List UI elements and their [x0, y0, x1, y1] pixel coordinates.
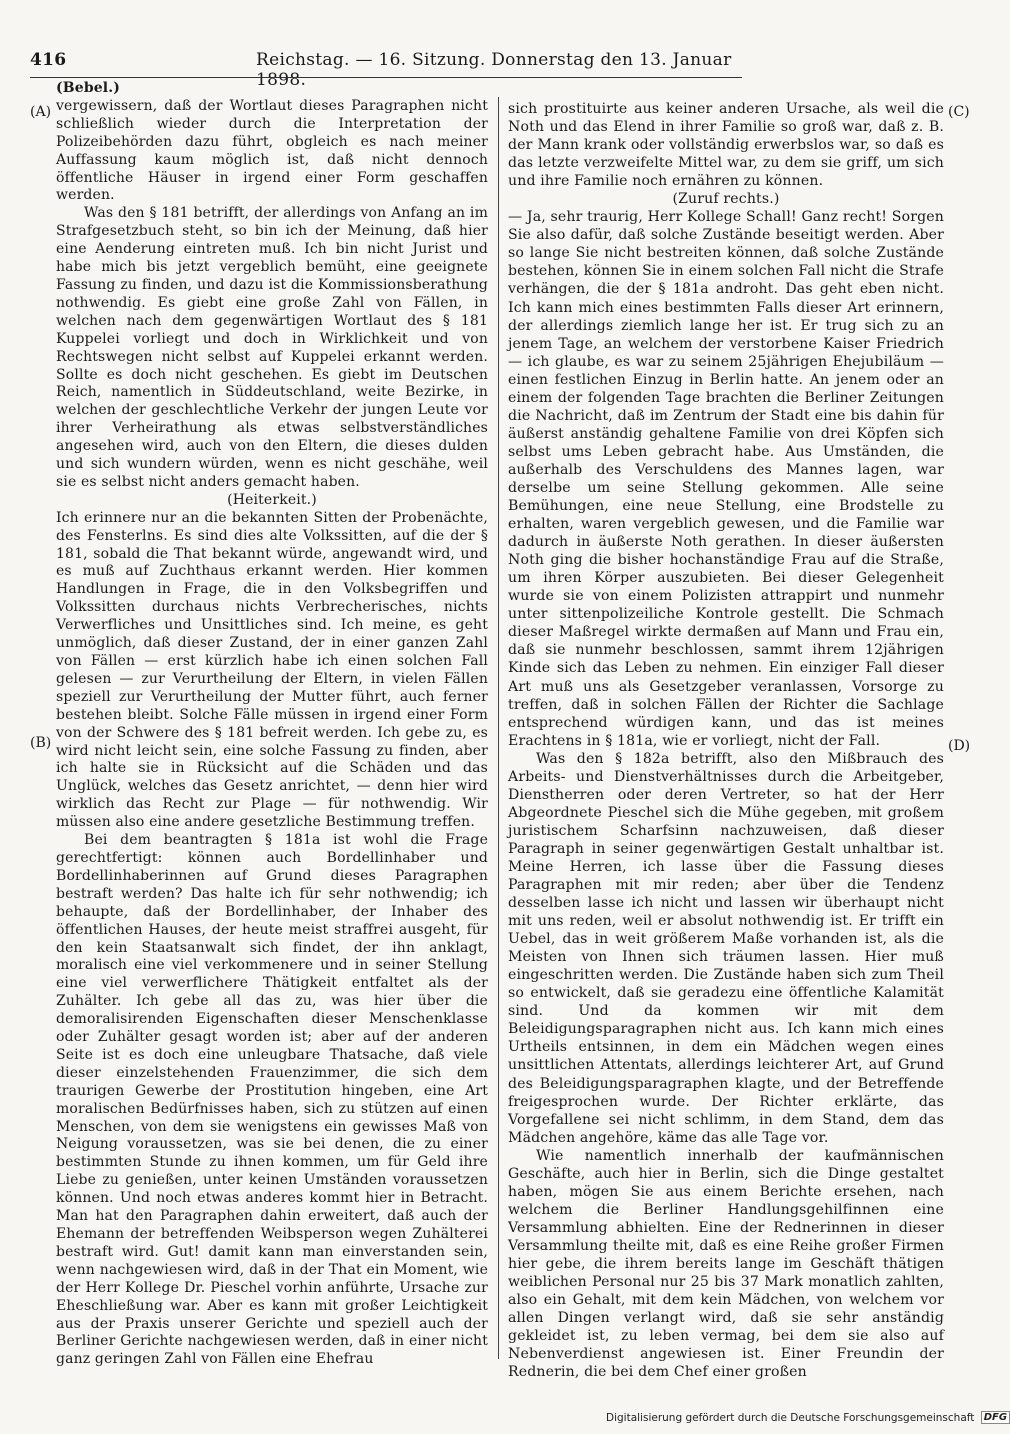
header-rule [30, 77, 742, 78]
column-divider [498, 97, 499, 1359]
footer-text: Digitalisierung gefördert durch die Deutsche Forschungsgemeinschaft [606, 1412, 975, 1424]
right-paragraph-2: — Ja, sehr traurig, Herr Kollege Schall! Ganz recht! Sorgen Sie also dafür, daß solche Zustände beseitigt werden. Aber so lange Sie nicht bestreiten können, daß solche Zustände bestehen, können Sie in einem solchen Fall nicht die Strafe verhängen, die der § 181a androht. Das geht eben nicht. Ich kann mich eines bestimmten Falls dieser Art erinnern, der allerdings ziemlich lange her ist. Er trug sich zu an jenem Tage, an welchem der verstorbene Kaiser Friedrich — ich glaube, es war zu seinem 25jährigen Ehejubiläum — einen festlichen Einzug in Berlin hatte. An jenem oder an einem der folgenden Tage brachten die Berliner Zeitungen die Nachricht, daß im Zentrum der Stadt eine bis dahin für äußerst anständig gehaltene Familie von drei Köpfen sich selbst ums Leben gebracht habe. Aus Umständen, die außerhalb des Verschuldens des Mannes lagen, war derselbe um seine Stellung gekommen. Alle seine Bemühungen, eine neue Stellung, eine Brodstelle zu erhalten, waren vergeblich gewesen, und die Familie war dadurch in äußerste Noth gerathen. In dieser äußersten Noth ging die bisher hochanständige Frau auf die Straße, um ihren Körper auszubieten. Bei dieser Gelegenheit wurde sie von einem Polizisten attrappirt und nunmehr unter sittenpolizeiliche Kontrole gestellt. Die Schmach dieser Maßregel wirkte dermaßen auf Mann und Frau ein, daß sie nunmehr beschlossen, sammt ihrem 12jährigen Kinde sich das Leben zu nehmen. Ein einziger Fall dieser Art muß uns als Gesetzgeber veranlassen, Vorsorge zu treffen, daß in solchen Fällen der Richter die Sachlage entsprechend würdigen kann, und das ist meines Erachtens in § 181a, wie er vorliegt, nicht der Fall. [508, 209, 944, 749]
dfg-logo-icon: DFG [981, 1411, 1010, 1424]
left-paragraph-3: Ich erinnere nur an die bekannten Sitten der Probenächte, des Fensterlns. Es sind dies alte Volkssitten, auf die der § 181, sobald die That bekannt würde, angewandt wird, und es muß auf Zuchthaus erkannt werden. Hier kommen Handlungen in Frage, die in den Volksbegriffen und Volkssitten durchaus nichts Verbrecherisches, nichts Verwerfliches und Unsittliches sind. Ich meine, es geht unmöglich, daß dieser Zustand, der in einer ganzen Zahl von Fällen — erst kürzlich habe ich einen solchen Fall gelesen — zur Verurtheilung der Eltern, in vielen Fällen speziell zur Verurtheilung der Mutter führt, auch ferner bestehen bleibt. Solche Fälle müssen in irgend einer Form von der Schwere des § 181 befreit werden. Ich gebe zu, es wird nicht leicht sein, eine solche Fassung zu finden, aber ich halte sie in Rücksicht auf die Schäden und das Unglück, welches das Gesetz anrichtet, — denn hier wird wirklich das Recht zur Plage — für nothwendig. Wir müssen also eine andere gesetzliche Bestimmung treffen. [56, 509, 488, 831]
margin-label-d: (D) [948, 738, 971, 754]
right-paragraph-3: Was den § 182a betrifft, also den Mißbrauch des Arbeits- und Dienstverhältnisses durch die Arbeitgeber, Dienstherren oder deren Vertreter, so hat der Herr Abgeordnete Pieschel sich die Mühe gegeben, mit großem juristischem Scharfsinn nachzuweisen, daß dieser Paragraph in seiner gegenwärtigen Gestalt unhaltbar ist. Meine Herren, ich lasse über die Fassung dieses Paragraphen mit mir reden; aber über die Tendenz desselben lasse ich nicht und lassen wir überhaupt nicht mit uns reden, weil er absolut nothwendig ist. Er trifft ein Uebel, das in weit größerem Maße vorhanden ist, als die Meisten von Ihnen sich träumen lassen. Hier muß eingeschritten werden. Die Zustände haben sich zum Theil so entwickelt, daß sie geradezu eine öffentliche Kalamität sind. Und da kommen wir mit dem Beleidigungsparagraphen nicht aus. Ich kann mich eines Urtheils entsinnen, in dem ein Mädchen wegen eines unsittlichen Attentats, allerdings leichterer Art, auf Grund des Beleidigungsparagraphen klagte, und der Betreffende freigesprochen wurde. Der Richter erklärte, das Vorgefallene sei nicht schlimm, in dem Stand, dem das Mädchen angehöre, käme das alle Tage vor. [508, 750, 944, 1146]
right-column [508, 100, 944, 1381]
interjection-laughter: (Heiterkeit.) [227, 491, 317, 508]
speaker-name: (Bebel.) [56, 80, 121, 96]
left-paragraph-4: Bei dem beantragten § 181a ist wohl die Frage gerechtfertigt: können auch Bordellinhaber und Bordellinhaberinnen auf Grund dieses Paragraphen bestraft werden? Das halte ich für sehr nothwendig; ich behaupte, daß der Bordellinhaber, der Inhaber des öffentlichen Hauses, der heute meist straffrei ausgeht, für den kein Staatsanwalt sich findet, der ihn anklagt, moralisch eine viel verkommenere und in seiner Stellung eine viel verwerflichere Thätigkeit entfaltet als der Zuhälter. Ich gebe all das zu, was hier über die demoralisirenden Eigenschaften dieser Menschenklasse oder Zuhälter gesagt worden ist; aber auf der anderen Seite ist es doch eine unleugbare Thatsache, daß viele dieser einzelstehenden Frauenzimmer, die sich dem traurigen Gewerbe der Prostitution hingeben, eine Art moralischen Bedürfnisses haben, sich zu stützen auf einen Menschen, von dem sie wenigstens ein gewisses Maß von Neigung voraussetzen, was sie bei denen, die zu einer bestimmten Stunde zu ihnen kommen, um für Geld ihre Liebe zu genießen, unter keinen Umständen voraussetzen können. Und noch etwas anderes kommt hier in Betracht. Man hat den Paragraphen dahin erweitert, daß auch der Ehemann der betreffenden Weibsperson wegen Zuhälterei bestraft wird. Gut! damit kann man einverstanden sein, wenn nachgewiesen wird, daß in der That ein Moment, wie der Herr Kollege Dr. Pieschel vorhin anführte, Ursache zur Eheschließung war. Aber es kann mit großer Leichtigkeit aus der Praxis unserer Gerichte und speziell auch der Berliner Gerichte nachgewiesen werden, daß in einer nicht ganz geringen Zahl von Fällen eine Ehefrau [56, 832, 488, 1368]
left-column [56, 80, 488, 1369]
left-paragraph-2: Was den § 181 betrifft, der allerdings von Anfang an im Strafgesetzbuch steht, so bin ich der Meinung, daß hier eine Aenderung eintreten muß. Ich bin nicht Jurist und habe mich bis jetzt vergeblich bemüht, eine geeignete Fassung zu finden, und dazu ist die Kommissionsberathung nothwendig. Es giebt eine große Zahl von Fällen, in welchen nach dem gegenwärtigen Wortlaut des § 181 Kuppelei vorliegt und doch in Wirklichkeit und von Rechtswegen nicht selbst auf Kuppelei erkannt werden. Sollte es doch nicht geschehen. Es giebt im Deutschen Reich, namentlich in Süddeutschland, weite Bezirke, in welchen der geschlechtliche Verkehr der jungen Leute vor ihrer Verheirathung als etwas selbstverständliches angesehen wird, auch von den Eltern, die dieses dulden und sich wundern würden, wenn es nicht geschähe, weil sie es selbst nicht anders gemacht haben. [56, 205, 488, 490]
page-header-title: Reichstag. — 16. Sitzung. Donnerstag den 13. Januar 1898. [256, 50, 732, 90]
page-number: 416 [30, 50, 67, 70]
right-paragraph-1: sich prostituirte aus keiner anderen Ursache, als weil die Noth und das Elend in ihrer Familie so groß war, daß z. B. der Mann krank oder vollständig erwerbslos war, so daß es das letzte verzweifelte Mittel war, zu dem sie griff, um sich und ihre Familie noch ernähren zu können. [508, 101, 944, 190]
margin-label-c: (C) [948, 104, 970, 120]
digitization-footer [606, 1411, 1010, 1424]
margin-label-a: (A) [30, 104, 52, 120]
margin-label-b: (B) [30, 735, 52, 751]
interjection-call-right: (Zuruf rechts.) [672, 191, 780, 208]
left-paragraph-1: vergewissern, daß der Wortlaut dieses Paragraphen nicht schließlich wieder durch die Interpretation der Polizeibehörden dazu führt, obgleich es nach meiner Auffassung kaum möglich ist, daß nicht dennoch öffentliche Häuser in irgend einer Form geschaffen werden. [56, 97, 488, 204]
right-paragraph-4: Wie namentlich innerhalb der kaufmännischen Geschäfte, auch hier in Berlin, sich die Dinge gestaltet haben, mögen Sie aus einem Berichte ersehen, nach welchem die Berliner Handlungsgehilfinnen eine Versammlung abhielten. Eine der Rednerinnen in dieser Versammlung theilte mit, daß es eine Reihe großer Firmen hier gebe, die ihrem bereits lange im Geschäft thätigen weiblichen Personal nur 25 bis 37 Mark monatlich zahlten, also ein Gehalt, mit dem kein Mädchen, von welchem vor allen Dingen verlangt wird, daß sie sehr anständig gekleidet ist, zu leben vermag, bei dem sie also auf Nebenverdienst angewiesen ist. Einer Freundin der Rednerin, die bei dem Chef einer großen [508, 1147, 944, 1381]
